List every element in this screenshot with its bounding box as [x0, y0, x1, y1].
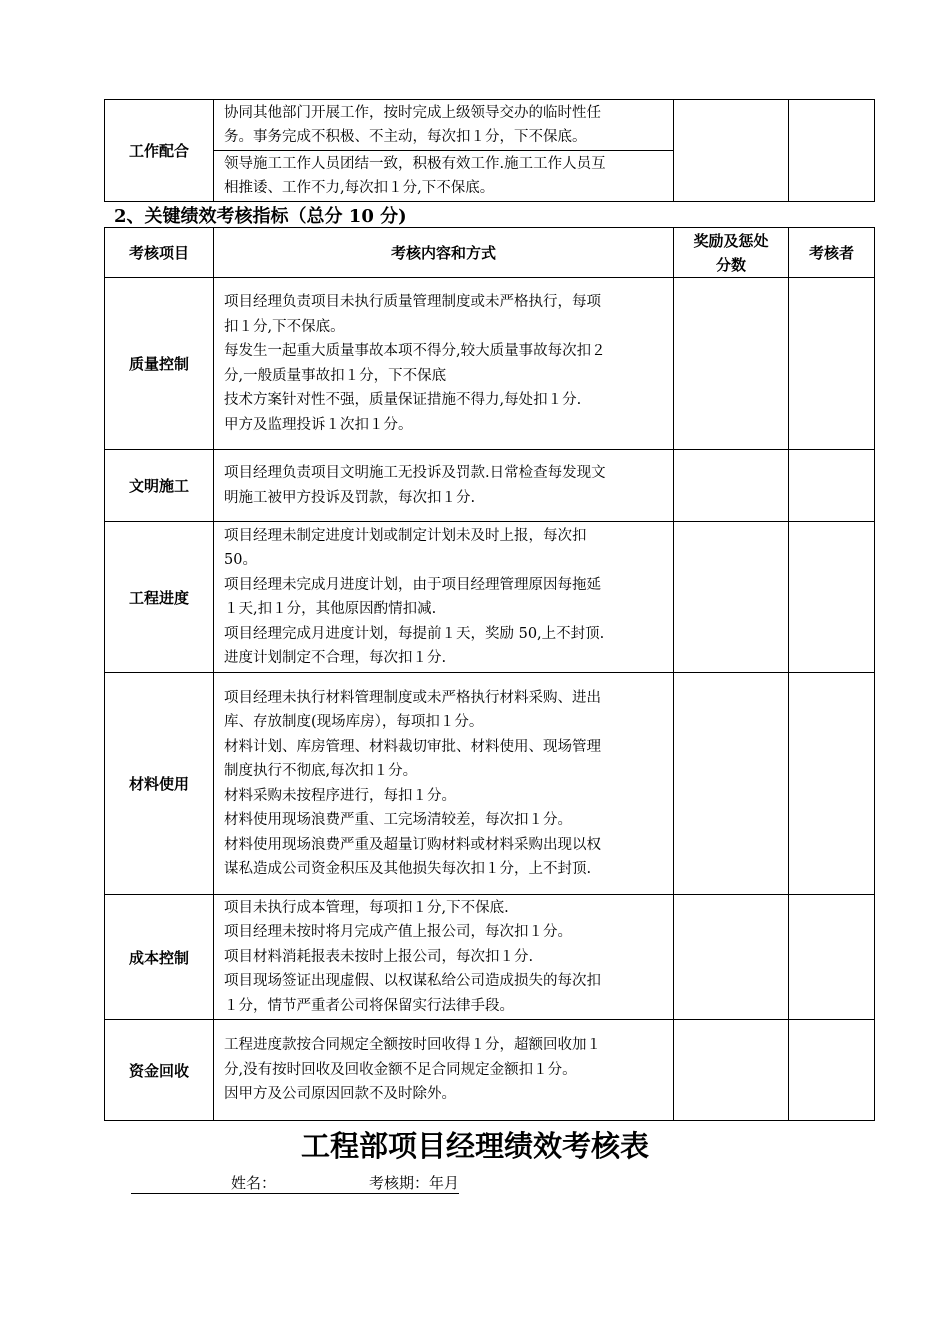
header-assessor: 考核者: [789, 228, 875, 278]
table-row: [105, 450, 875, 522]
score-cell: [674, 100, 789, 202]
content-line: 50。: [224, 552, 257, 568]
content-line: 项目现场签证出现虚假、以权谋私给公司造成损失的每次扣: [224, 973, 601, 990]
category-cell: 资金回收: [105, 1020, 214, 1121]
assessor-cell: [789, 895, 875, 1020]
header-content: 考核内容和方式: [214, 228, 674, 278]
content-line: 扣１分,下不保底。: [224, 318, 345, 335]
header-score-line: 分数: [715, 255, 746, 274]
category-cell: 质量控制: [105, 278, 214, 450]
content-line: 领导施工工作人员团结一致，积极有效工作.施工工作人员互: [224, 155, 606, 172]
meta-line: [131, 1173, 459, 1194]
category-cell: 材料使用: [105, 673, 214, 895]
content-line: 技术方案针对性不强，质量保证措施不得力,每处扣１分.: [224, 392, 582, 408]
score-cell: [674, 278, 789, 450]
content-line: 材料采购未按程序进行，每扣１分。: [224, 787, 456, 804]
name-label: 姓名：: [231, 1174, 277, 1192]
content-cell: [214, 151, 674, 202]
content-line: 甲方及监理投诉１次扣１分。: [224, 416, 413, 433]
header-score-line: 奖励及惩处: [693, 231, 769, 250]
category-cell: 成本控制: [105, 895, 214, 1020]
score-cell: [674, 1020, 789, 1121]
content-cell: [214, 895, 674, 1020]
content-line: 材料使用现场浪费严重、工完场清较差，每次扣１分。: [224, 812, 572, 828]
kpi-table: [104, 227, 875, 1121]
assessor-cell: [789, 1020, 875, 1121]
content-line: 协同其他部门开展工作，按时完成上级领导交办的临时性任: [224, 104, 601, 121]
content-cell: [214, 100, 674, 151]
content-line: 项目未执行成本管理，每项扣１分,下不保底.: [224, 899, 509, 916]
period-label: 考核期：年月: [369, 1174, 460, 1192]
score-cell: [674, 673, 789, 895]
content-line: 进度计划制定不合理，每次扣１分.: [224, 650, 447, 666]
content-line: 相推诿、工作不力,每次扣１分,下不保底。: [224, 180, 495, 196]
cooperation-table: [104, 99, 875, 202]
content-line: 工程进度款按合同规定全额按时回收得１分，超额回收加１: [224, 1037, 601, 1054]
assessor-cell: [789, 450, 875, 522]
assessor-cell: [789, 673, 875, 895]
content-line: 项目经理未执行材料管理制度或未严格执行材料采购、进出: [224, 689, 601, 706]
table-row: [105, 673, 875, 895]
page-title: 工程部项目经理绩效考核表: [300, 1129, 649, 1163]
table-row: [105, 895, 875, 1020]
assessor-cell: [789, 278, 875, 450]
content-line: 项目经理完成月进度计划，每提前１天，奖励 50,上不封顶.: [224, 625, 605, 642]
content-line: 因甲方及公司原因回款不及时除外。: [224, 1086, 456, 1103]
content-line: 材料计划、库房管理、材料裁切审批、材料使用、现场管理: [224, 738, 601, 755]
content-line: 每发生一起重大质量事故本项不得分,较大质量事故每次扣２: [224, 343, 606, 359]
header-row: [105, 228, 875, 278]
content-line: 项目经理未完成月进度计划，由于项目经理管理原因每拖延: [224, 576, 601, 593]
content-cell: [214, 278, 674, 450]
category-cell: 工程进度: [105, 522, 214, 673]
content-line: 材料使用现场浪费严重及超量订购材料或材料采购出现以权: [224, 836, 601, 853]
score-cell: [674, 522, 789, 673]
header-score: [674, 228, 789, 278]
section-title: 2、关键绩效考核指标（总分 10 分): [114, 206, 407, 227]
content-line: 制度执行不彻底,每次扣１分。: [224, 763, 418, 779]
content-line: 项目经理负责项目文明施工无投诉及罚款.日常检查每发现文: [224, 465, 606, 481]
content-cell: [214, 522, 674, 673]
assessor-cell: [789, 522, 875, 673]
score-cell: [674, 450, 789, 522]
table-row: [105, 278, 875, 450]
header-item: 考核项目: [105, 228, 214, 278]
content-cell: [214, 1020, 674, 1121]
content-line: 分,一般质量事故扣１分，下不保底: [224, 367, 447, 384]
table-row: [105, 522, 875, 673]
content-line: 务。事务完成不积极、不主动，每次扣１分，下不保底。: [224, 129, 587, 145]
category-cell: 文明施工: [105, 450, 214, 522]
content-line: １分，情节严重者公司将保留实行法律手段。: [224, 997, 514, 1014]
content-line: 谋私造成公司资金积压及其他损失每次扣１分，上不封顶.: [224, 861, 592, 877]
score-cell: [674, 895, 789, 1020]
table-row: [105, 1020, 875, 1121]
content-line: 分,没有按时回收及回收金额不足合同规定金额扣１分。: [224, 1061, 577, 1078]
content-line: 项目经理未制定进度计划或制定计划未及时上报，每次扣: [224, 527, 587, 544]
category-cell: 工作配合: [105, 100, 214, 202]
content-line: 项目经理负责项目未执行质量管理制度或未严格执行，每项: [224, 294, 601, 310]
assessor-cell: [789, 100, 875, 202]
content-line: １天,扣１分，其他原因酌情扣减.: [224, 601, 437, 617]
content-cell: [214, 673, 674, 895]
content-cell: [214, 450, 674, 522]
content-line: 库、存放制度(现场库房），每项扣１分。: [224, 714, 484, 730]
content-line: 项目材料消耗报表未按时上报公司，每次扣１分.: [224, 948, 534, 965]
content-line: 项目经理未按时将月完成产值上报公司，每次扣１分。: [224, 924, 572, 941]
content-line: 明施工被甲方投诉及罚款，每次扣１分.: [224, 489, 476, 506]
